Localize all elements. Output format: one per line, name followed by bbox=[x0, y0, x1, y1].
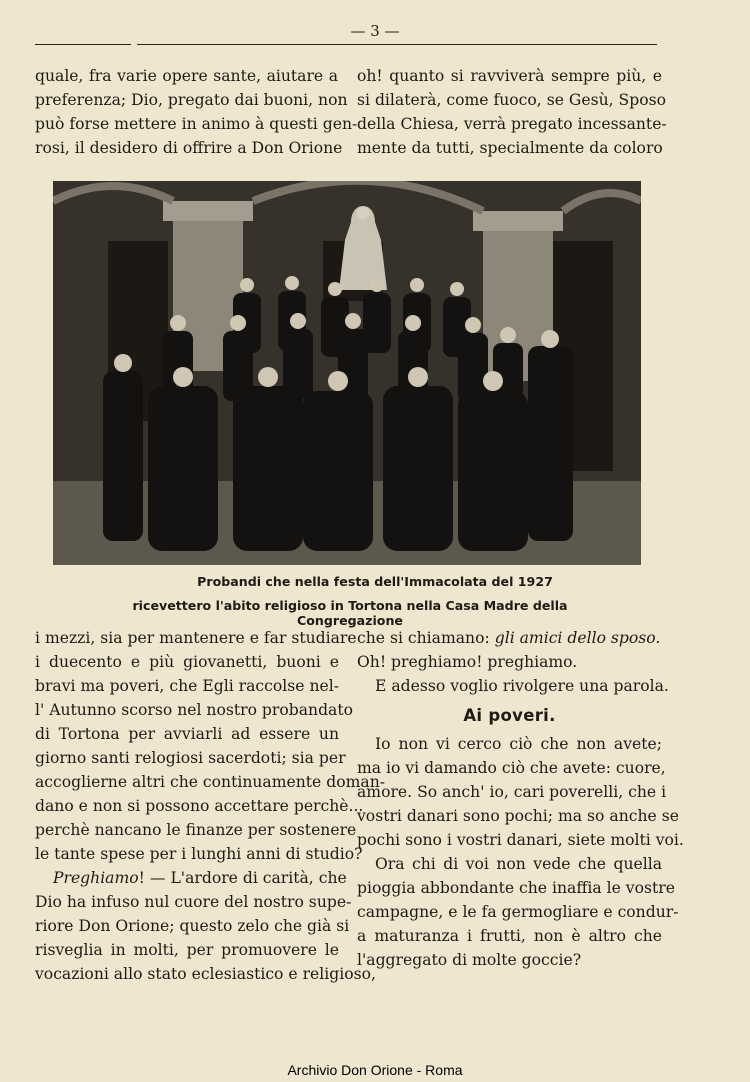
text-line: giorno santi relogiosi sacerdoti; sia per bbox=[35, 749, 346, 767]
text-line: i duecento e più giovanetti, buoni e bbox=[35, 653, 339, 671]
text-line: mente da tutti, specialmente da coloro bbox=[357, 139, 663, 157]
text-line: i mezzi, sia per mantenere e far studiare bbox=[35, 629, 357, 647]
text-line: dano e non si possono accettare perchè... bbox=[35, 797, 364, 815]
text-line: può forse mettere in animo à questi gen- bbox=[35, 115, 358, 133]
text-line: quale, fra varie opere sante, aiutare a bbox=[35, 67, 338, 85]
text-line: vocazioni allo stato eclesiastico e religioso, bbox=[35, 965, 376, 983]
photo-caption-line-2: ricevettero l'abito religioso in Tortona nella Casa Madre della Congregazione bbox=[132, 598, 568, 628]
bottom-right-column bbox=[357, 626, 684, 972]
text-line: della Chiesa, verrà pregato incessante- bbox=[357, 115, 667, 133]
top-right-column bbox=[357, 64, 667, 160]
header-rule bbox=[137, 44, 657, 45]
text-line: l'aggregato di molte goccie? bbox=[357, 951, 582, 969]
sposo-italic: gli amici dello sposo. bbox=[494, 629, 661, 647]
text-line bbox=[35, 866, 347, 890]
bottom-left-column bbox=[35, 626, 386, 986]
text-line: rosi, il desidero di offrire a Don Orione bbox=[35, 139, 343, 157]
text-line: E adesso voglio rivolgere una parola. bbox=[375, 677, 669, 695]
text-line: Dio ha infuso nul cuore del nostro supe- bbox=[35, 893, 352, 911]
photo-caption-line-1: Probandi che nella festa dell'Immacolata del 1927 bbox=[197, 574, 553, 589]
text-line: bravi ma poveri, che Egli raccolse nel- bbox=[35, 677, 339, 695]
text-line: vostri danari sono pochi; ma so anche se bbox=[357, 807, 679, 825]
sposo-prefix: che si chiamano: bbox=[357, 629, 490, 647]
text-line: amore. So anch' io, cari poverelli, che i bbox=[357, 783, 667, 801]
page-number: — 3 — bbox=[350, 22, 400, 40]
section-heading: Ai poveri. bbox=[463, 706, 556, 725]
text-line: campagne, e le fa germogliare e condur- bbox=[357, 903, 679, 921]
text-line: riore Don Orione; questo zelo che già si bbox=[35, 917, 350, 935]
text-line: di Tortona per avviarli ad essere un bbox=[35, 725, 339, 743]
text-line bbox=[357, 626, 662, 650]
text-line: Io non vi cerco ciò che non avete; bbox=[375, 735, 662, 753]
header-rule-left bbox=[35, 44, 131, 45]
pray-word: Preghiamo bbox=[53, 869, 139, 887]
text-line: a maturanza i frutti, non è altro che bbox=[357, 927, 662, 945]
text-line: Oh! preghiamo! preghiamo. bbox=[357, 653, 578, 671]
group-photo-illustration bbox=[53, 181, 641, 565]
text-line: pochi sono i vostri danari, siete molti voi. bbox=[357, 831, 684, 849]
text-line: pioggia abbondante che inaffia le vostre bbox=[357, 879, 675, 897]
top-left-column bbox=[35, 64, 358, 160]
text-line: risveglia in molti, per promuovere le bbox=[35, 941, 339, 959]
archive-footer: Archivio Don Orione - Roma bbox=[287, 1062, 463, 1078]
text-line: preferenza; Dio, pregato dai buoni, non bbox=[35, 91, 348, 109]
text-line: oh! quanto si ravviverà sempre più, e bbox=[357, 67, 662, 85]
group-photo bbox=[53, 181, 641, 565]
text-line: le tante spese per i lunghi anni di studio? bbox=[35, 845, 363, 863]
text-line: perchè nancano le finanze per sostenere bbox=[35, 821, 357, 839]
text-line: Ora chi di voi non vede che quella bbox=[375, 855, 662, 873]
text-line: ma io vi damando ciò che avete: cuore, bbox=[357, 759, 666, 777]
text-line: si dilaterà, come fuoco, se Gesù, Sposo bbox=[357, 91, 666, 109]
text-line: accoglierne altri che continuamente doman- bbox=[35, 773, 386, 791]
text-line: l' Autunno scorso nel nostro probandato bbox=[35, 701, 353, 719]
pray-rest: ! — L'ardore di carità, che bbox=[138, 869, 347, 887]
